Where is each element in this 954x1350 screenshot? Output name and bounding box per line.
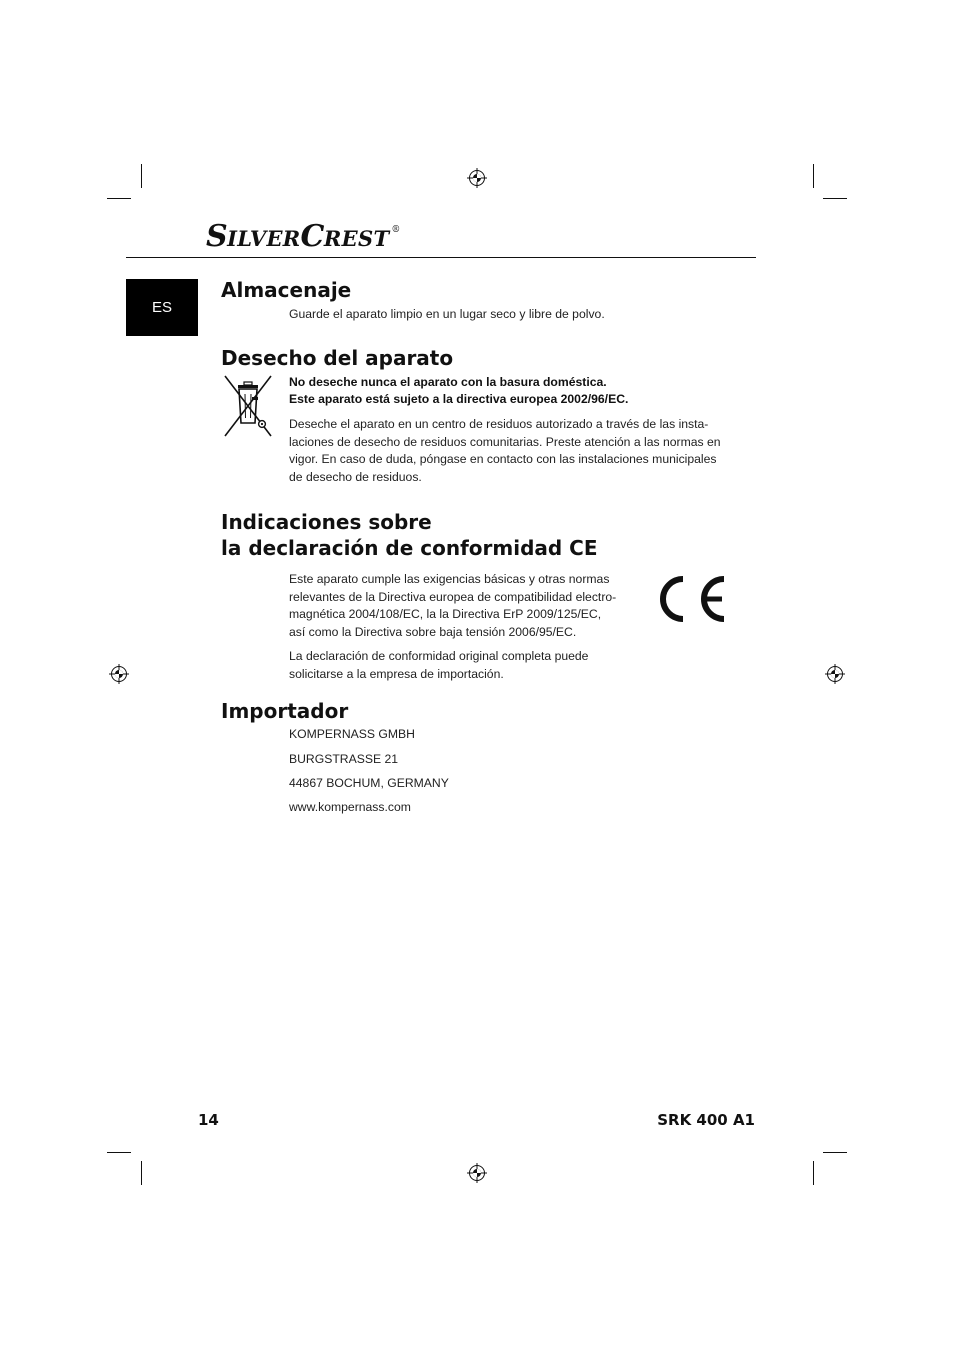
crop-mark bbox=[107, 1152, 131, 1153]
silvercrest-logo: SILVERCREST ® bbox=[206, 219, 400, 254]
registration-mark-icon bbox=[467, 168, 487, 188]
ce-mark-icon bbox=[659, 574, 729, 624]
ce-text-line: Este aparato cumple las exigencias básicas y otras normas bbox=[289, 572, 610, 586]
almacenaje-text: Guarde el aparato limpio en un lugar seco y libre de polvo. bbox=[289, 307, 605, 321]
crop-mark bbox=[141, 164, 142, 188]
desecho-text-line: vigor. En caso de duda, póngase en contacto con las instalaciones municipales bbox=[289, 452, 717, 466]
model-number: SRK 400 A1 bbox=[657, 1111, 755, 1129]
ce-text-line: magnética 2004/108/EC, la la Directiva ErP 2009/125/EC, bbox=[289, 607, 602, 621]
ce-text-line: relevantes de la Directiva europea de compatibilidad electro- bbox=[289, 589, 617, 604]
ce-text-line: así como la Directiva sobre baja tensión 2006/95/EC. bbox=[289, 624, 577, 639]
ce-text-line: solicitarse a la empresa de importación. bbox=[289, 666, 504, 681]
language-tab-label: ES bbox=[151, 299, 172, 316]
crossed-out-wheelie-bin-icon bbox=[222, 374, 274, 438]
ce-text-line: La declaración de conformidad original completa puede bbox=[289, 649, 589, 663]
section-heading-desecho: Desecho del aparato bbox=[221, 346, 454, 370]
section-heading-ce-line-2: la declaración de conformidad CE bbox=[221, 536, 598, 560]
crop-mark bbox=[823, 198, 847, 199]
crop-mark bbox=[141, 1161, 142, 1185]
section-heading-ce-line-1: Indicaciones sobre bbox=[221, 510, 432, 534]
registration-mark-icon bbox=[109, 664, 129, 684]
page-number: 14 bbox=[198, 1111, 219, 1129]
desecho-warning-line-2: Este aparato está sujeto a la directiva europea 2002/96/EC. bbox=[289, 392, 629, 406]
crop-mark bbox=[813, 164, 814, 188]
registration-mark-icon bbox=[825, 664, 845, 684]
language-tab bbox=[126, 279, 198, 336]
section-heading-almacenaje: Almacenaje bbox=[221, 278, 352, 302]
crop-mark bbox=[107, 198, 131, 199]
importer-website: www.kompernass.com bbox=[289, 800, 411, 814]
registration-mark-icon bbox=[467, 1163, 487, 1183]
desecho-text-line: laciones de desecho de residuos comunitarias. Preste atención a las normas en bbox=[289, 434, 721, 449]
importer-city: 44867 BOCHUM, GERMANY bbox=[289, 776, 449, 790]
crop-mark bbox=[813, 1161, 814, 1185]
desecho-text-line: de desecho de residuos. bbox=[289, 469, 422, 484]
section-heading-importador: Importador bbox=[221, 699, 349, 723]
desecho-warning-line-1: No deseche nunca el aparato con la basura doméstica. bbox=[289, 375, 607, 389]
header-rule bbox=[126, 257, 756, 258]
importer-company: KOMPERNASS GMBH bbox=[289, 727, 415, 741]
importer-street: BURGSTRASSE 21 bbox=[289, 752, 399, 766]
desecho-text-line: Deseche el aparato en un centro de residuos autorizado a través de las insta- bbox=[289, 417, 709, 431]
crop-mark bbox=[823, 1152, 847, 1153]
